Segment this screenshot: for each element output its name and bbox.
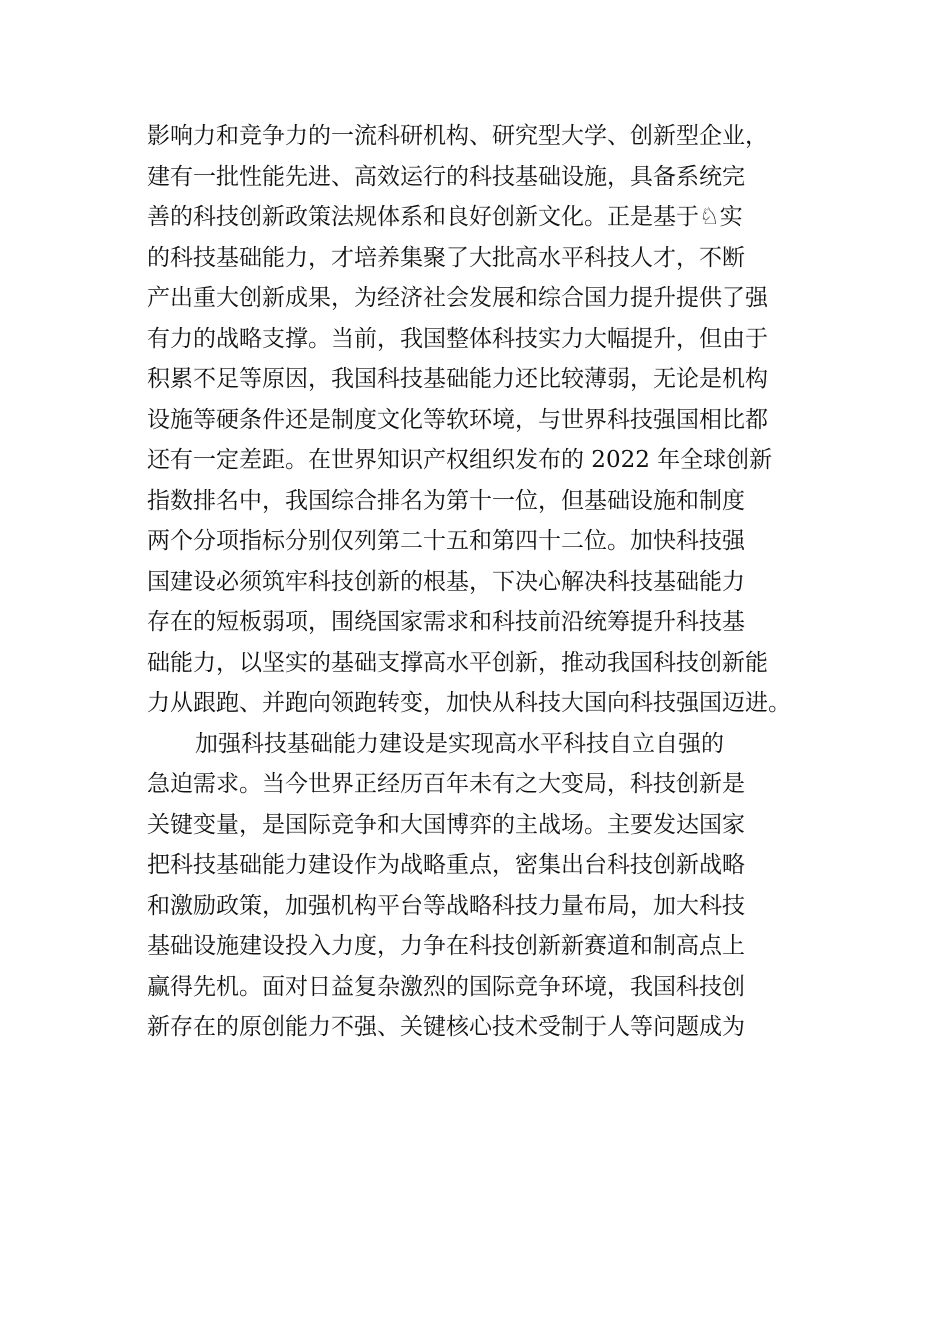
text-line: 关键变量，是国际竞争和大国博弈的主战场。主要发达国家 — [147, 811, 745, 838]
text-line: 设施等硬条件还是制度文化等软环境，与世界科技强国相比都 — [147, 406, 768, 433]
text-line: 的科技基础能力，才培养集聚了大批高水平科技人才，不断 — [147, 244, 745, 271]
text-line: 和激励政策，加强机构平台等战略科技力量布局，加大科技 — [147, 892, 745, 919]
text-line: 积累不足等原因，我国科技基础能力还比较薄弱，无论是机构 — [147, 366, 768, 392]
paragraph-1 — [147, 116, 847, 724]
text-line: 国建设必须筑牢科技创新的根基，下决心解决科技基础能力 — [147, 568, 745, 595]
text-line: 有力的战略支撑。当前，我国整体科技实力大幅提升，但由于 — [147, 325, 768, 352]
document-body — [147, 116, 847, 1048]
text-line: 基础设施建设投入力度，力争在科技创新新赛道和制高点上 — [147, 933, 745, 959]
text-line: 指数排名中，我国综合排名为第十一位，但基础设施和制度 — [147, 487, 745, 514]
text-line: 存在的短板弱项，围绕国家需求和科技前沿统筹提升科技基 — [147, 609, 745, 635]
text-line: 两个分项指标分别仅列第二十五和第四十二位。加快科技强 — [147, 528, 745, 554]
text-line: 把科技基础能力建设作为战略重点，密集出台科技创新战略 — [147, 852, 745, 878]
text-line: 还有一定差距。在世界知识产权组织发布的 2022 年全球创新 — [147, 447, 773, 473]
paragraph-2 — [147, 724, 847, 1048]
text-line: 善的科技创新政策法规体系和良好创新文化。正是基于♘实 — [147, 204, 743, 230]
text-line: 赢得先机。面对日益复杂激烈的国际竞争环境，我国科技创 — [147, 973, 745, 1000]
text-line: 影响力和竞争力的一流科研机构、研究型大学、创新型企业， — [147, 123, 768, 149]
text-line: 急迫需求。当今世界正经历百年未有之大变局，科技创新是 — [147, 771, 745, 797]
text-line: 新存在的原创能力不强、关键核心技术受制于人等问题成为 — [147, 1014, 745, 1040]
text-line: 力从跟跑、并跑向领跑转变，加快从科技大国向科技强国迈进。 — [147, 690, 791, 716]
text-line: 础能力，以坚实的基础支撑高水平创新，推动我国科技创新能 — [147, 649, 768, 676]
text-line: 加强科技基础能力建设是实现高水平科技自立自强的 — [195, 730, 724, 757]
text-line: 产出重大创新成果，为经济社会发展和综合国力提升提供了强 — [147, 285, 768, 311]
text-line: 建有一批性能先进、高效运行的科技基础设施，具备系统完 — [147, 163, 745, 190]
